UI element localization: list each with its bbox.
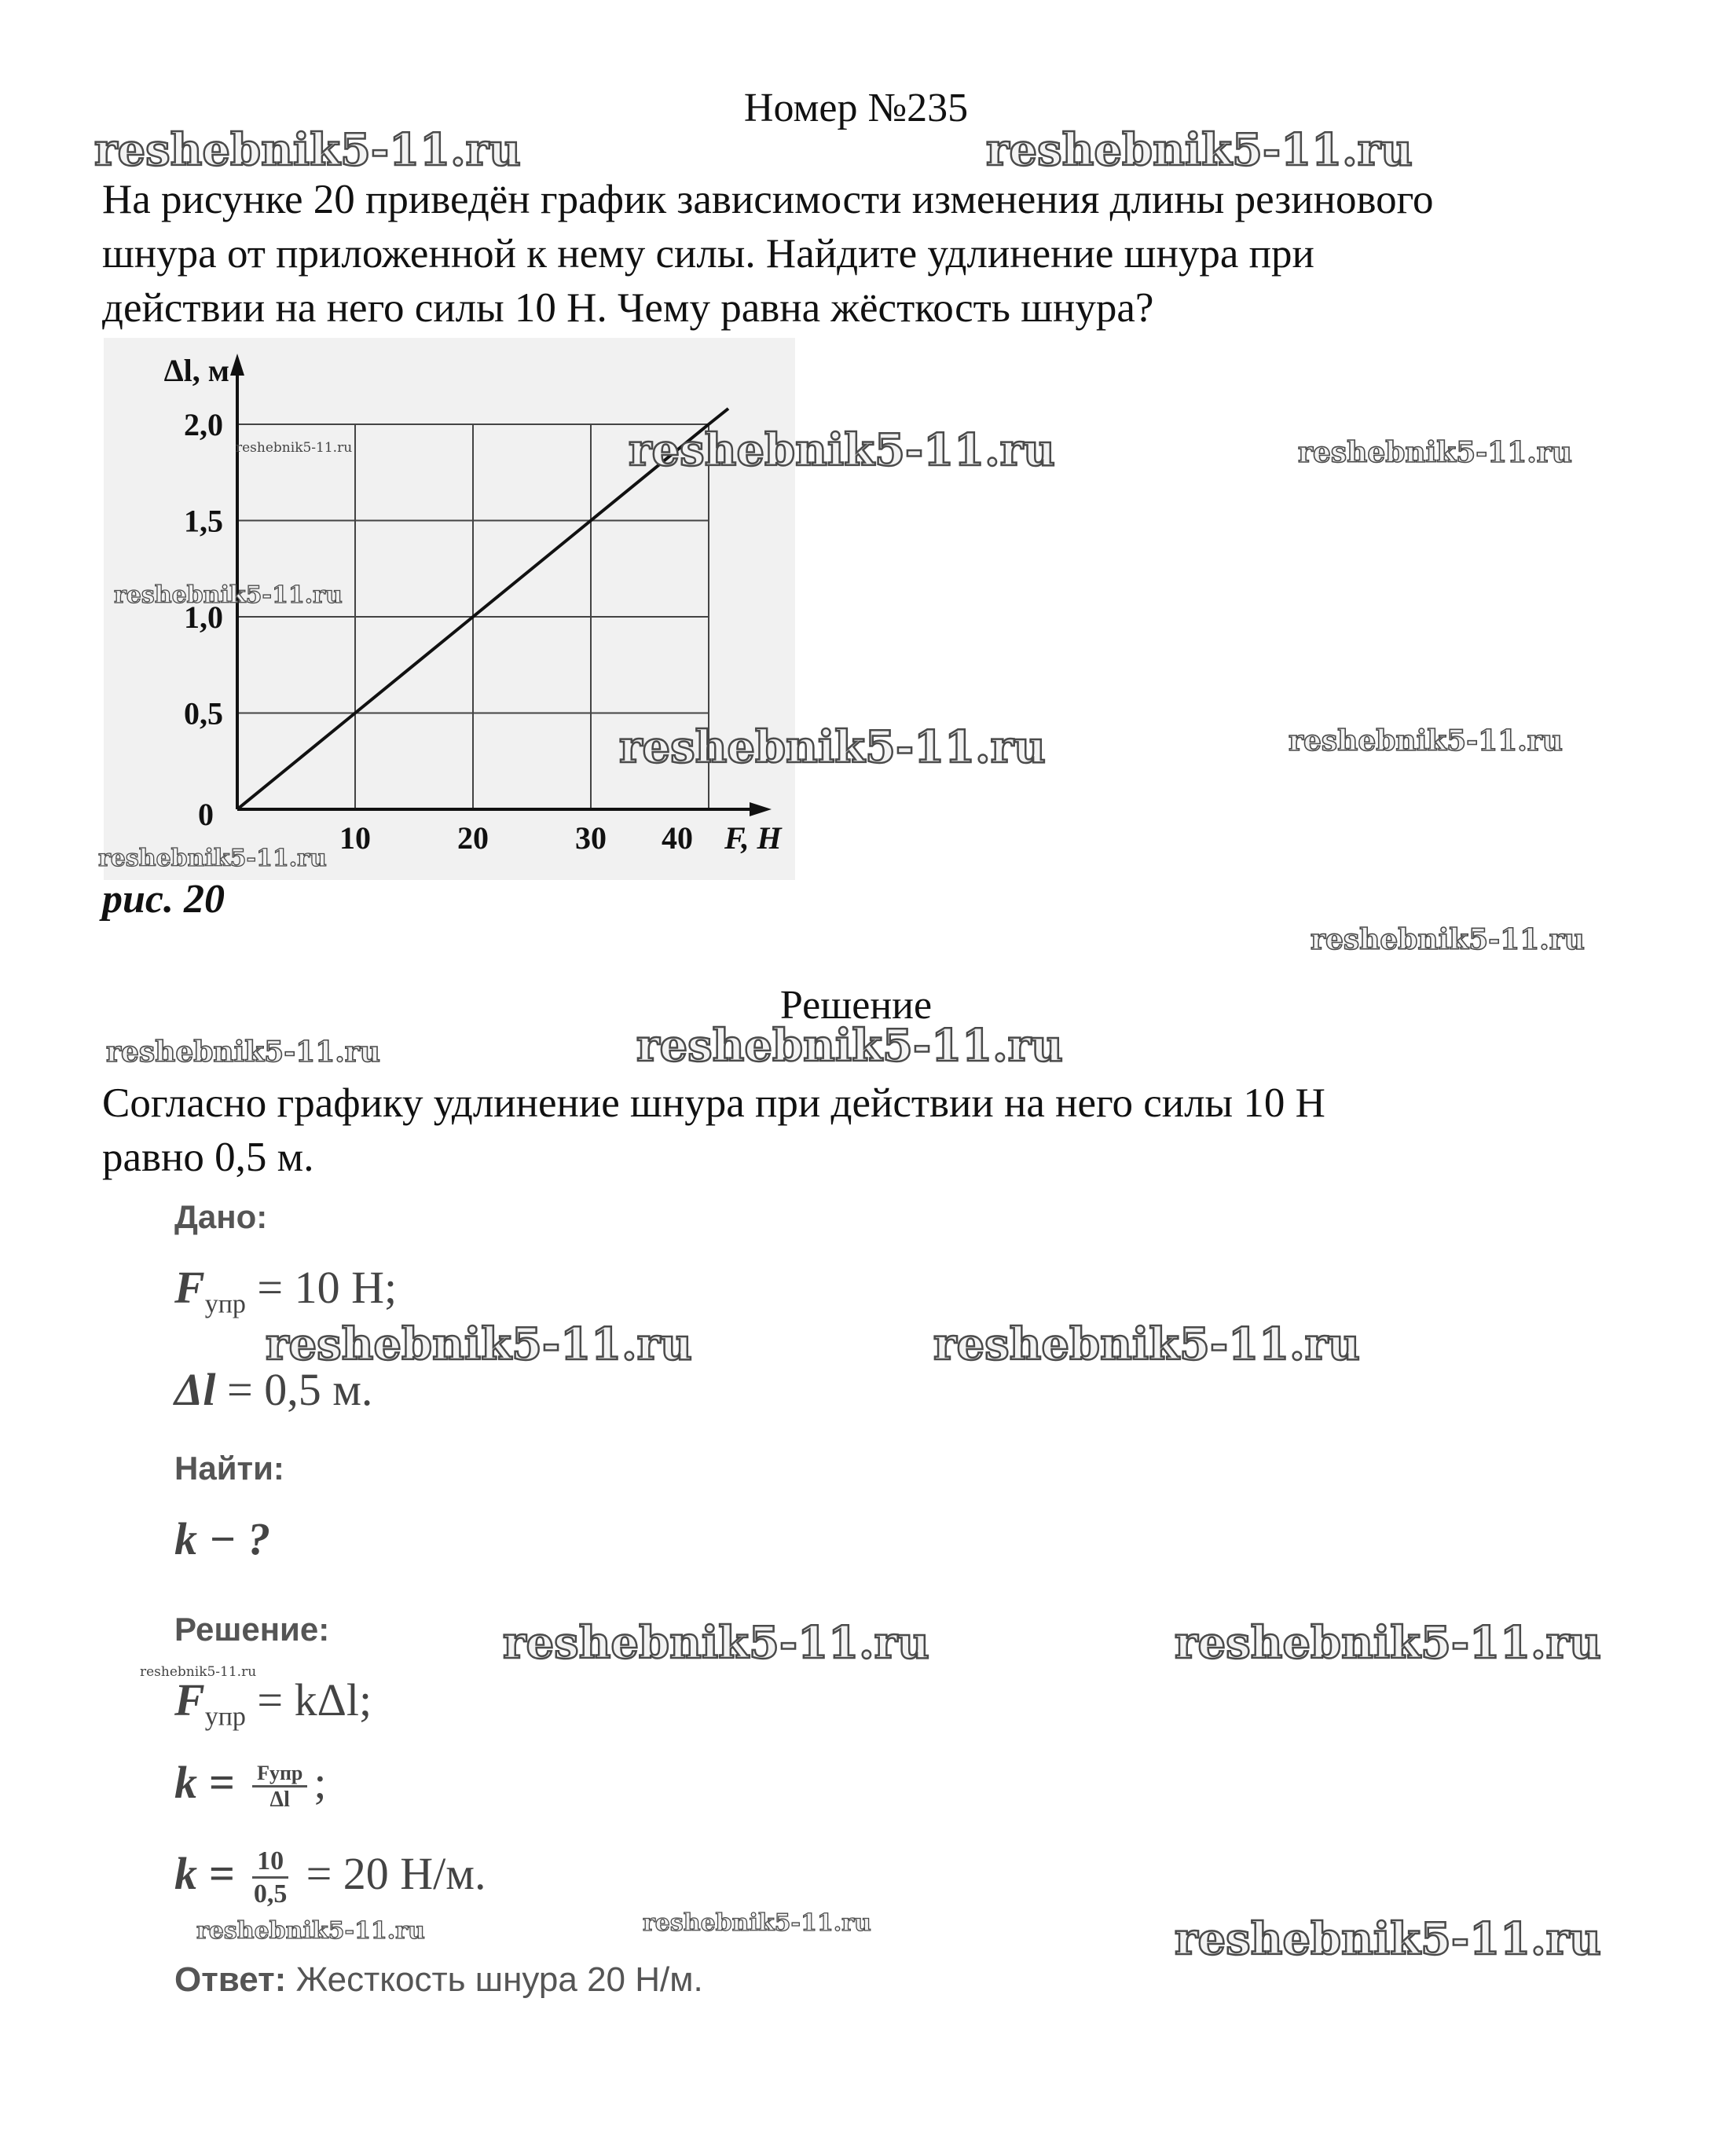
solution-line: равно 0,5 м. [102, 1135, 314, 1180]
problem-line: шнура от приложенной к нему силы. Найдите удлинение шнура при [102, 231, 1314, 277]
watermark: reshebnik5-11.ru [114, 581, 343, 609]
given-block [174, 1198, 267, 1236]
y-tick-label: 1,0 [184, 600, 223, 635]
equation-k-value: k = $\frac{10}{0,5}$ = 20 Н/м. [174, 1846, 486, 1908]
given-force: $F_{упр} = 10$ Н; [174, 1262, 398, 1319]
watermark: reshebnik5-11.ru [1298, 436, 1572, 469]
problem-line: На рисунке 20 приведён график зависимости изменения длины резинового [102, 177, 1434, 222]
watermark: reshebnik5-11.ru [1289, 724, 1563, 757]
watermark: reshebnik5-11.ru [619, 721, 1046, 773]
watermark: reshebnik5-11.ru [1311, 923, 1585, 956]
y-tick-label: 2,0 [184, 407, 223, 442]
watermark: reshebnik5-11.ru [98, 845, 327, 872]
watermark: reshebnik5-11.ru [933, 1318, 1360, 1370]
y-axis-arrow [230, 354, 244, 376]
x-tick-label: 10 [339, 820, 371, 856]
watermark: reshebnik5-11.ru [503, 1617, 929, 1669]
given-force-value: = 10 Н; [257, 1262, 398, 1313]
find-label: Найти: [174, 1450, 284, 1487]
y-axis-label: Δl, м [163, 353, 229, 388]
origin-label: 0 [198, 797, 214, 832]
watermark: reshebnik5-11.ru [140, 1664, 257, 1680]
watermark: reshebnik5-11.ru [266, 1318, 692, 1370]
watermark: reshebnik5-11.ru [643, 1909, 871, 1937]
watermark: reshebnik5-11.ru [106, 1036, 380, 1069]
x-tick-label: 20 [457, 820, 489, 856]
x-tick-label: 40 [662, 820, 693, 856]
equation-k-formula: k = $\frac{\text{Fупр}}{\Delta l}$ ; [174, 1757, 327, 1813]
series-line-extension [709, 409, 728, 424]
elongation-force-chart [104, 338, 795, 880]
solution-block [174, 1611, 329, 1648]
x-axis-arrow [750, 802, 772, 816]
solution-title: Решение [779, 983, 933, 1028]
watermark: reshebnik5-11.ru [196, 1917, 425, 1945]
solution-text [102, 1076, 1634, 1185]
answer-label: Ответ: [174, 1960, 287, 1999]
solution-line: Согласно графику удлинение шнура при действии на него силы 10 Н [102, 1080, 1325, 1126]
figure-caption: рис. 20 [102, 877, 225, 922]
solution-label: Решение: [174, 1611, 330, 1648]
watermark: reshebnik5-11.ru [636, 1020, 1063, 1072]
equation-hooke: $F_{упр} = k\Delta l$; [174, 1674, 372, 1732]
given-elongation-value: = 0,5 м. [226, 1364, 373, 1415]
find-expr: k − ? [174, 1513, 271, 1564]
watermark: reshebnik5-11.ru [94, 124, 521, 176]
watermark: reshebnik5-11.ru [236, 440, 353, 456]
y-tick-label: 0,5 [184, 695, 223, 732]
fraction: $\frac{\text{Fупр}}{\Delta l}$ [252, 1762, 307, 1813]
watermark: reshebnik5-11.ru [1175, 1617, 1601, 1669]
x-tick-label: 30 [575, 820, 607, 856]
watermark: reshebnik5-11.ru [1175, 1913, 1601, 1965]
y-tick-label: 1,5 [184, 503, 223, 539]
x-axis-label: F, Н [724, 820, 782, 856]
problem-text [102, 173, 1634, 336]
given-label: Дано: [174, 1198, 268, 1235]
problem-line: действии на него силы 10 Н. Чему равна жёсткость шнура? [102, 285, 1154, 331]
figure-20 [104, 338, 795, 880]
answer [174, 1960, 703, 2000]
watermark: reshebnik5-11.ru [986, 124, 1413, 176]
page-title: Номер №235 [743, 86, 969, 130]
watermark: reshebnik5-11.ru [629, 424, 1055, 476]
given-elongation: Δl = 0,5 м. [174, 1364, 373, 1415]
answer-text: Жесткость шнура 20 Н/м. [295, 1960, 703, 1999]
find-block [174, 1450, 284, 1487]
fraction: $\frac{10}{0,5}$ [253, 1846, 288, 1908]
